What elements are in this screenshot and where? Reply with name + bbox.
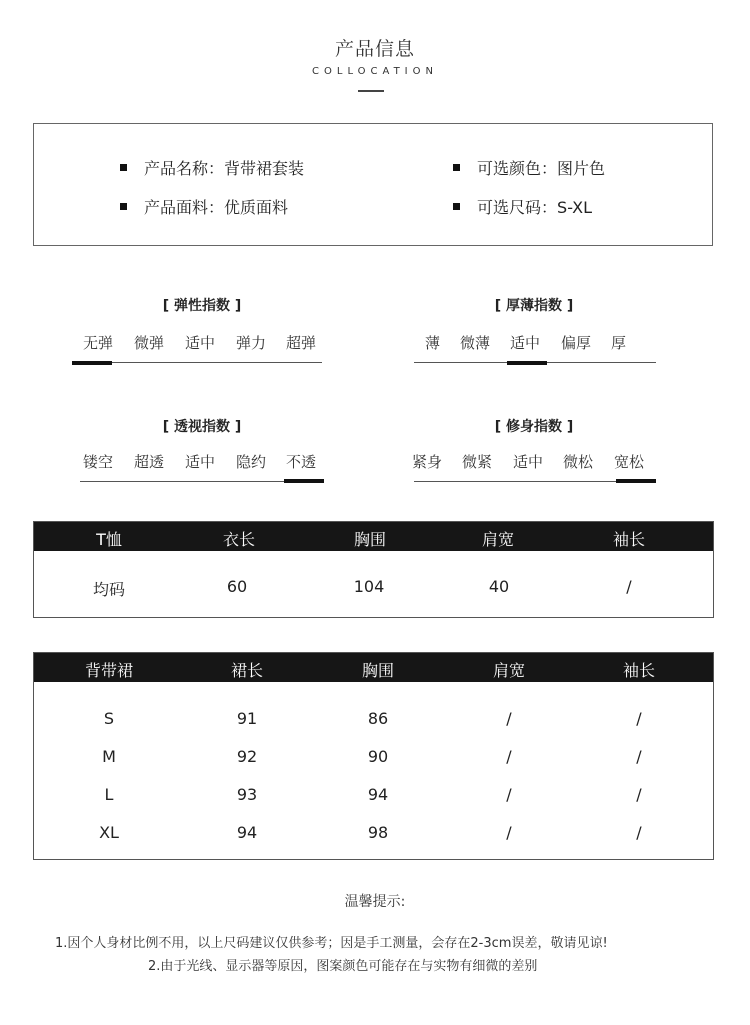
- index-title: [ 弹性指数 ]: [162, 298, 242, 314]
- info-item-name: 产品名称：背带裙套装: [120, 156, 304, 179]
- thickness-index: [414, 295, 654, 315]
- index-option: 适中: [513, 453, 544, 471]
- notes-title: 温馨提示:: [344, 894, 406, 910]
- bullet-square-icon: [453, 164, 460, 171]
- table-cell: 94: [367, 785, 389, 804]
- table-cell: /: [636, 709, 642, 728]
- column-header: T恤: [96, 530, 122, 549]
- info-item-fabric: 产品面料：优质面料: [120, 195, 288, 218]
- table-cell: 90: [367, 747, 389, 766]
- info-value: 背带裙套装: [224, 159, 305, 178]
- index-option: 薄: [425, 334, 441, 352]
- table-cell: /: [636, 785, 642, 804]
- index-option: 厚: [611, 334, 627, 352]
- title-divider: [358, 90, 384, 92]
- table-body: [34, 682, 713, 860]
- table-cell: /: [506, 709, 512, 728]
- index-option: 适中: [185, 334, 216, 352]
- info-item-size: 可选尺码：S-XL: [453, 195, 592, 218]
- info-value: S-XL: [557, 198, 593, 217]
- index-title: [ 厚薄指数 ]: [494, 298, 574, 314]
- table-header: [34, 522, 713, 551]
- column-header: 肩宽: [492, 661, 525, 680]
- info-label: 产品名称: [144, 159, 209, 178]
- column-header: 肩宽: [481, 530, 514, 549]
- table-cell: 60: [226, 577, 248, 596]
- bullet-square-icon: [120, 203, 127, 210]
- index-option: 镂空: [83, 453, 114, 471]
- column-header: 胸围: [361, 661, 394, 680]
- info-label: 产品面料: [144, 198, 209, 217]
- page-subtitle: COLLOCATION: [312, 66, 438, 77]
- table-cell: 93: [236, 785, 258, 804]
- index-selected-marker: [284, 479, 324, 483]
- index-option: 隐约: [236, 453, 267, 471]
- table-cell: /: [506, 747, 512, 766]
- product-info-box: [33, 123, 713, 246]
- index-option: 适中: [510, 334, 541, 352]
- index-option: 超弹: [286, 334, 317, 352]
- column-header: 衣长: [222, 530, 255, 549]
- index-option: 不透: [286, 453, 317, 471]
- index-selected-marker: [72, 361, 112, 365]
- index-selected-marker: [507, 361, 547, 365]
- table-cell: /: [626, 577, 632, 596]
- table-cell: 98: [367, 823, 389, 842]
- table-cell: 均码: [92, 580, 125, 599]
- info-label: 可选尺码: [477, 198, 542, 217]
- transparency-index: [80, 416, 324, 436]
- bullet-square-icon: [453, 203, 460, 210]
- table-cell: XL: [99, 823, 119, 842]
- page-title: 产品信息: [334, 38, 415, 60]
- table-cell: 86: [367, 709, 389, 728]
- index-option: 微弹: [134, 334, 165, 352]
- table-cell: 91: [236, 709, 258, 728]
- table-cell: 40: [488, 577, 510, 596]
- table-cell: 104: [353, 577, 385, 596]
- table-cell: /: [636, 747, 642, 766]
- index-option: 紧身: [412, 453, 443, 471]
- bullet-square-icon: [120, 164, 127, 171]
- info-item-color: 可选颜色：图片色: [453, 156, 605, 179]
- column-header: 袖长: [622, 661, 655, 680]
- index-option: 偏厚: [561, 334, 592, 352]
- index-selected-marker: [616, 479, 656, 483]
- index-option: 弹力: [236, 334, 267, 352]
- info-value: 图片色: [557, 159, 606, 178]
- table-cell: 94: [236, 823, 258, 842]
- index-option: 微紧: [462, 453, 493, 471]
- note-line-2: 2.由于光线、显示器等原因，图案颜色可能存在与实物有细微的差别: [148, 959, 538, 974]
- index-title: [ 透视指数 ]: [162, 419, 242, 435]
- table-cell: /: [636, 823, 642, 842]
- table-cell: 92: [236, 747, 258, 766]
- index-option: 无弹: [83, 334, 114, 352]
- column-header: 袖长: [612, 530, 645, 549]
- dress-size-table: [33, 652, 714, 860]
- note-line-1: 1.因个人身材比例不用，以上尺码建议仅供参考；因是手工测量，会存在2-3cm误差，敬请见谅!: [55, 936, 608, 951]
- table-cell: /: [506, 823, 512, 842]
- index-option: 适中: [185, 453, 216, 471]
- fit-index: [414, 416, 654, 436]
- tshirt-size-table: [33, 521, 714, 618]
- info-value: 优质面料: [224, 198, 289, 217]
- table-cell: S: [103, 709, 115, 728]
- index-option: 宽松: [614, 453, 645, 471]
- table-cell: L: [104, 785, 114, 804]
- index-option: 微薄: [460, 334, 491, 352]
- index-option: 超透: [134, 453, 165, 471]
- info-label: 可选颜色: [477, 159, 542, 178]
- index-option: 微松: [563, 453, 594, 471]
- table-cell: /: [506, 785, 512, 804]
- elasticity-index: [80, 295, 324, 315]
- table-header: [34, 653, 713, 682]
- column-header: 胸围: [353, 530, 386, 549]
- index-title: [ 修身指数 ]: [494, 419, 574, 435]
- column-header: 背带裙: [84, 661, 133, 680]
- column-header: 裙长: [230, 661, 263, 680]
- table-cell: M: [102, 747, 116, 766]
